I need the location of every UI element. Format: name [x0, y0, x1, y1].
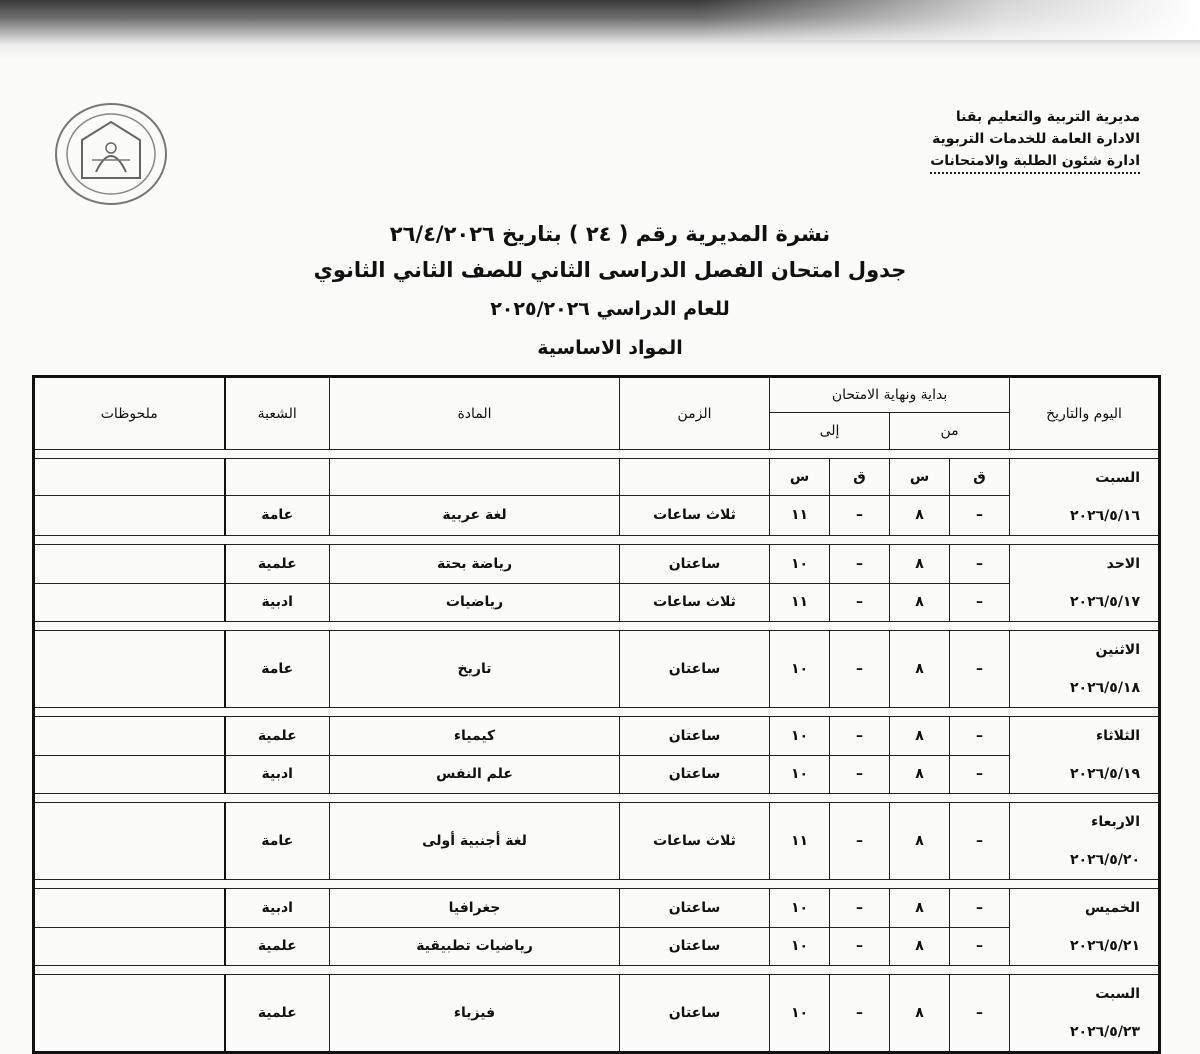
duration: ثلاث ساعات [620, 583, 770, 622]
exam-date: ٢٠٢٦/٥/٢١ [1069, 938, 1141, 954]
subject: علم النفس [330, 755, 620, 794]
day-name: الثلاثاء [1095, 728, 1141, 744]
remarks-cell [34, 545, 225, 584]
branch: ادبية [225, 889, 330, 928]
empty-cell [620, 459, 770, 496]
duration: ساعتان [620, 927, 770, 966]
duration: ساعتان [620, 975, 770, 1053]
from-minutes: – [950, 803, 1010, 880]
from-hour: ٨ [890, 717, 950, 756]
table-row [34, 755, 1160, 794]
from-hour: ٨ [890, 545, 950, 584]
day-name: الاربعاء [1091, 814, 1141, 830]
from-minutes: – [950, 583, 1010, 622]
table-gap [34, 536, 1160, 545]
from-hour: ٨ [890, 631, 950, 708]
from-q-label: ق [950, 459, 1010, 496]
table-row [34, 927, 1160, 966]
to-q-label: ق [830, 459, 890, 496]
header-subject: المادة [330, 377, 620, 450]
table-row [34, 459, 1160, 496]
branch: عامة [225, 631, 330, 708]
table-gap [34, 622, 1160, 631]
to-hour: ١٠ [770, 545, 830, 584]
duration: ثلاث ساعات [620, 495, 770, 535]
remarks-cell [34, 975, 225, 1053]
header-exam-time: بداية ونهاية الامتحان [770, 377, 1010, 413]
day-name: الاحد [1106, 556, 1141, 572]
from-hour: ٨ [890, 889, 950, 928]
table-row [34, 889, 1160, 928]
remarks-cell [34, 717, 225, 756]
branch: عامة [225, 803, 330, 880]
subject: لغة أجنبية أولى [330, 803, 620, 880]
exam-date: ٢٠٢٦/٥/١٨ [1069, 680, 1141, 696]
to-hour: ١١ [770, 803, 830, 880]
bulletin-title: نشرة المديرية رقم ( ٢٤ ) بتاريخ ٢٦/٤/٢٠٢٦ [389, 222, 831, 246]
table-gap [34, 966, 1160, 975]
from-hour: ٨ [890, 975, 950, 1053]
remarks-cell [34, 631, 225, 708]
directorate-seal-icon [52, 100, 170, 208]
subject: فيزياء [330, 975, 620, 1053]
subject: كيمياء [330, 717, 620, 756]
subject: تاريخ [330, 631, 620, 708]
branch: ادبية [225, 583, 330, 622]
scan-edge-highlight [700, 0, 1200, 40]
to-minutes: – [830, 755, 890, 794]
branch: علمية [225, 975, 330, 1053]
exam-date: ٢٠٢٦/٥/١٦ [1069, 508, 1141, 524]
day-name: السبت [1095, 470, 1141, 486]
to-hour: ١٠ [770, 755, 830, 794]
from-hour: ٨ [890, 495, 950, 535]
duration: ساعتان [620, 631, 770, 708]
from-s-label: س [890, 459, 950, 496]
from-hour: ٨ [890, 927, 950, 966]
remarks-cell [34, 495, 225, 535]
header-line-2: الادارة العامة للخدمات التربوية [932, 131, 1140, 147]
from-hour: ٨ [890, 583, 950, 622]
subject: رياضيات [330, 583, 620, 622]
table-row [34, 545, 1160, 584]
to-minutes: – [830, 803, 890, 880]
subject: رياضيات تطبيقية [330, 927, 620, 966]
header-branch: الشعبة [225, 377, 330, 450]
day-date-cell [1010, 975, 1160, 1053]
day-date-cell [1010, 545, 1160, 622]
to-hour: ١٠ [770, 717, 830, 756]
exam-date: ٢٠٢٦/٥/١٩ [1069, 766, 1141, 782]
subject: جغرافيا [330, 889, 620, 928]
from-minutes: – [950, 631, 1010, 708]
from-minutes: – [950, 927, 1010, 966]
day-date-cell [1010, 803, 1160, 880]
table-row [34, 803, 1160, 880]
exam-date: ٢٠٢٦/٥/٢٠ [1069, 852, 1141, 868]
branch: علمية [225, 545, 330, 584]
branch: علمية [225, 927, 330, 966]
from-minutes: – [950, 495, 1010, 535]
duration: ساعتان [620, 755, 770, 794]
duration: ساعتان [620, 545, 770, 584]
from-minutes: – [950, 717, 1010, 756]
to-minutes: – [830, 717, 890, 756]
branch: ادبية [225, 755, 330, 794]
to-minutes: – [830, 631, 890, 708]
exam-date: ٢٠٢٦/٥/١٧ [1069, 594, 1141, 610]
to-hour: ١٠ [770, 631, 830, 708]
header-duration: الزمن [620, 377, 770, 450]
to-hour: ١١ [770, 583, 830, 622]
to-minutes: – [830, 975, 890, 1053]
empty-cell [330, 459, 620, 496]
remarks-cell [34, 927, 225, 966]
header-line-3: ادارة شئون الطلبة والامتحانات [930, 150, 1140, 174]
to-s-label: س [770, 459, 830, 496]
duration: ساعتان [620, 717, 770, 756]
remarks-cell [34, 459, 225, 496]
subject: رياضة بحتة [330, 545, 620, 584]
to-minutes: – [830, 889, 890, 928]
from-minutes: – [950, 889, 1010, 928]
table-gap [34, 794, 1160, 803]
header-line-1: مديرية التربية والتعليم بقنا [955, 109, 1140, 125]
branch: عامة [225, 495, 330, 535]
day-date-cell [1010, 889, 1160, 966]
exam-date: ٢٠٢٦/٥/٢٣ [1069, 1024, 1141, 1040]
day-date-cell [1010, 631, 1160, 708]
remarks-cell [34, 583, 225, 622]
directorate-header [840, 106, 1140, 174]
empty-cell [225, 459, 330, 496]
table-row [34, 717, 1160, 756]
section-title: المواد الاساسية [537, 337, 683, 359]
table-gap [34, 880, 1160, 889]
subject: لغة عربية [330, 495, 620, 535]
from-minutes: – [950, 975, 1010, 1053]
exam-schedule-table [32, 375, 1161, 1054]
table-gap [34, 450, 1160, 459]
from-hour: ٨ [890, 803, 950, 880]
duration: ساعتان [620, 889, 770, 928]
to-hour: ١٠ [770, 975, 830, 1053]
remarks-cell [34, 803, 225, 880]
from-minutes: – [950, 545, 1010, 584]
remarks-cell [34, 755, 225, 794]
duration: ثلاث ساعات [620, 803, 770, 880]
to-hour: ١١ [770, 495, 830, 535]
table-gap [34, 708, 1160, 717]
table-row [34, 975, 1160, 1053]
table-row [34, 495, 1160, 535]
header-remarks: ملحوظات [34, 377, 225, 450]
schedule-title: جدول امتحان الفصل الدراسى الثاني للصف الثاني الثانوي [313, 258, 907, 282]
header-to: إلى [770, 413, 890, 450]
to-minutes: – [830, 927, 890, 966]
to-hour: ١٠ [770, 927, 830, 966]
from-hour: ٨ [890, 755, 950, 794]
academic-year: للعام الدراسي ٢٠٢٥/٢٠٢٦ [490, 298, 730, 320]
from-minutes: – [950, 755, 1010, 794]
day-name: السبت [1095, 986, 1141, 1002]
day-date-cell [1010, 717, 1160, 794]
table-row [34, 583, 1160, 622]
table-row [34, 631, 1160, 708]
header-from: من [890, 413, 1010, 450]
header-day-date: اليوم والتاريخ [1010, 377, 1160, 450]
to-minutes: – [830, 583, 890, 622]
day-date-cell [1010, 459, 1160, 536]
to-hour: ١٠ [770, 889, 830, 928]
to-minutes: – [830, 545, 890, 584]
day-name: الخميس [1084, 900, 1141, 916]
branch: علمية [225, 717, 330, 756]
to-minutes: – [830, 495, 890, 535]
remarks-cell [34, 889, 225, 928]
day-name: الاثنين [1095, 642, 1141, 658]
